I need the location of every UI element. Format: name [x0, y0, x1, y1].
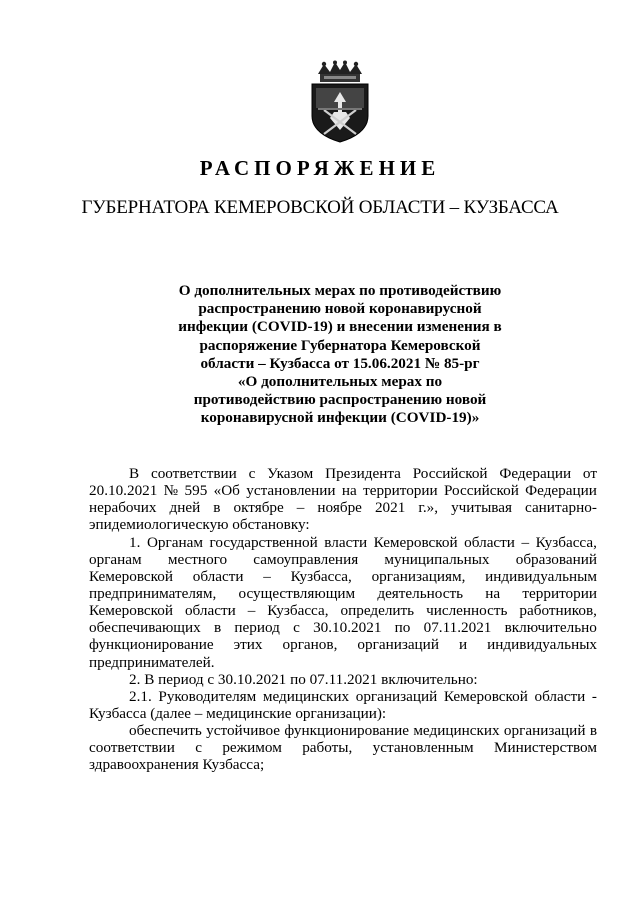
heading-line: области – Кузбасса от 15.06.2021 № 85-рг [200, 354, 480, 372]
body-text-line [89, 722, 597, 739]
document-body [89, 465, 597, 774]
word: включительно [504, 619, 597, 637]
word: численность [426, 602, 508, 620]
word: и [458, 636, 468, 654]
body-text-line [89, 688, 597, 705]
word: с [248, 465, 256, 482]
word: этих [233, 636, 263, 654]
word: Кемеровской [89, 567, 173, 585]
word: соответствии [89, 739, 175, 757]
body-text-line [89, 534, 597, 551]
word: 1. [129, 533, 141, 551]
word: медицинских [262, 687, 350, 705]
word: организациям, [371, 567, 466, 585]
word: «Об [213, 482, 240, 500]
word: – [296, 499, 305, 517]
word: государственной [209, 533, 318, 551]
word: октябре [233, 499, 284, 517]
heading-line: инфекции (COVID-19) и внесении изменения в [178, 318, 502, 336]
word: органов, [282, 636, 338, 654]
body-text-line [89, 636, 597, 653]
word: области [534, 687, 586, 705]
word: Президента [325, 465, 401, 482]
word: власти [324, 533, 368, 551]
word: органам [89, 550, 142, 568]
word: определить [340, 602, 415, 620]
body-text-line [89, 482, 597, 499]
body-text-line [89, 602, 597, 619]
word: образований [515, 550, 597, 568]
word: работников, [519, 602, 597, 620]
word: период [234, 619, 280, 637]
body-text-line [89, 465, 597, 482]
heading-line: распоряжение Губернатора Кемеровской [199, 336, 481, 354]
document-heading [160, 282, 520, 428]
word: 30.10.2021 [313, 619, 382, 637]
body-text-line [89, 619, 597, 636]
heading-line: О дополнительных мерах по противодействию [178, 282, 502, 299]
word: Кемеровской [89, 602, 173, 620]
word: с [293, 619, 300, 637]
word: 07.11.2021 [423, 619, 492, 637]
word: Российской [412, 465, 488, 482]
body-text-line: эпидемиологическую обстановку: [89, 516, 310, 534]
heading-line: коронавирусной инфекции (COVID-19)» [200, 409, 480, 427]
word: организаций [357, 636, 439, 654]
word: Кузбасса, [267, 602, 329, 620]
word: санитарно- [525, 499, 597, 517]
heading-line: противодействию распространению новой [193, 391, 487, 409]
word: режимом [222, 739, 282, 757]
word: в [589, 722, 597, 740]
body-text-line [89, 551, 597, 568]
word: организаций [355, 687, 438, 705]
document-issuer: ГУБЕРНАТОРА КЕМЕРОВСКОЙ ОБЛАСТИ – КУЗБАССА [81, 197, 559, 218]
word: Указом [267, 465, 314, 482]
word: на [485, 584, 501, 602]
word: индивидуальным [485, 567, 597, 585]
body-text-line: здравоохранения Кузбасса; [89, 756, 265, 774]
word: ноябре [317, 499, 362, 517]
word: области [464, 533, 515, 551]
word: – [263, 567, 271, 585]
word: обеспечить [129, 722, 202, 740]
word: установленным [372, 739, 474, 757]
word: территории [522, 584, 597, 602]
word: с [195, 739, 202, 757]
crown-icon [318, 61, 362, 83]
word: по [394, 619, 411, 637]
word: работы, [302, 739, 353, 757]
word: медицинских [413, 722, 500, 740]
word: дней [169, 499, 201, 517]
word: Российской [443, 482, 519, 500]
word: Органам [146, 533, 203, 551]
word: функционирование [89, 636, 214, 654]
body-text-line [89, 739, 597, 756]
word: области [192, 567, 244, 585]
word: обеспечивающих [89, 619, 201, 637]
word: Кузбасса, [535, 533, 597, 551]
heading-line: «О дополнительных мерах по [237, 373, 443, 391]
word: 595 [184, 482, 208, 500]
word: Кемеровской [443, 687, 528, 705]
document-title: РАСПОРЯЖЕНИЕ [199, 156, 441, 180]
word: территории [363, 482, 438, 500]
word: В [129, 465, 140, 482]
word: – [247, 602, 256, 620]
word: организаций [503, 722, 586, 740]
word: предпринимателям, [89, 584, 217, 602]
word: в [213, 619, 222, 637]
word: Федерации [499, 465, 572, 482]
word: на [341, 482, 357, 500]
word: учитывая [451, 499, 512, 517]
word: осуществляющим [238, 584, 356, 602]
word: № [163, 482, 179, 500]
body-text-line: Кузбасса (далее – медицинские организации): [89, 704, 387, 722]
word: – [521, 533, 530, 551]
word: от [582, 465, 597, 482]
word: области [184, 602, 236, 620]
body-text-line [89, 585, 597, 602]
body-text-line [89, 568, 597, 585]
word: индивидуальных [487, 636, 597, 654]
word: Федерации [525, 482, 597, 500]
word: функционирование [284, 722, 409, 740]
word: 20.10.2021 [89, 482, 158, 500]
word: местного [167, 550, 228, 568]
word: 2.1. [129, 687, 152, 705]
word: устойчивое [206, 722, 281, 740]
heading-line: распространению новой коронавирусной [198, 300, 482, 318]
word: - [591, 687, 597, 705]
body-text-line [89, 499, 597, 516]
word: Министерством [494, 739, 597, 757]
word: самоуправления [253, 550, 359, 568]
word: Кемеровской [373, 533, 458, 551]
word: Кузбасса, [290, 567, 352, 585]
word: г.», [418, 499, 439, 517]
word: 2021 [374, 499, 406, 517]
word: муниципальных [384, 550, 490, 568]
word: деятельность [377, 584, 464, 602]
body-text-line: предпринимателей. [89, 653, 215, 671]
word: соответствии [150, 465, 237, 482]
word: установлении [246, 482, 336, 500]
body-text-line: 2. В период с 30.10.2021 по 07.11.2021 включительно: [129, 670, 478, 688]
word: в [213, 499, 221, 517]
word: нерабочих [89, 499, 157, 517]
coat-of-arms-emblem [304, 60, 376, 144]
word: Руководителям [158, 687, 257, 705]
